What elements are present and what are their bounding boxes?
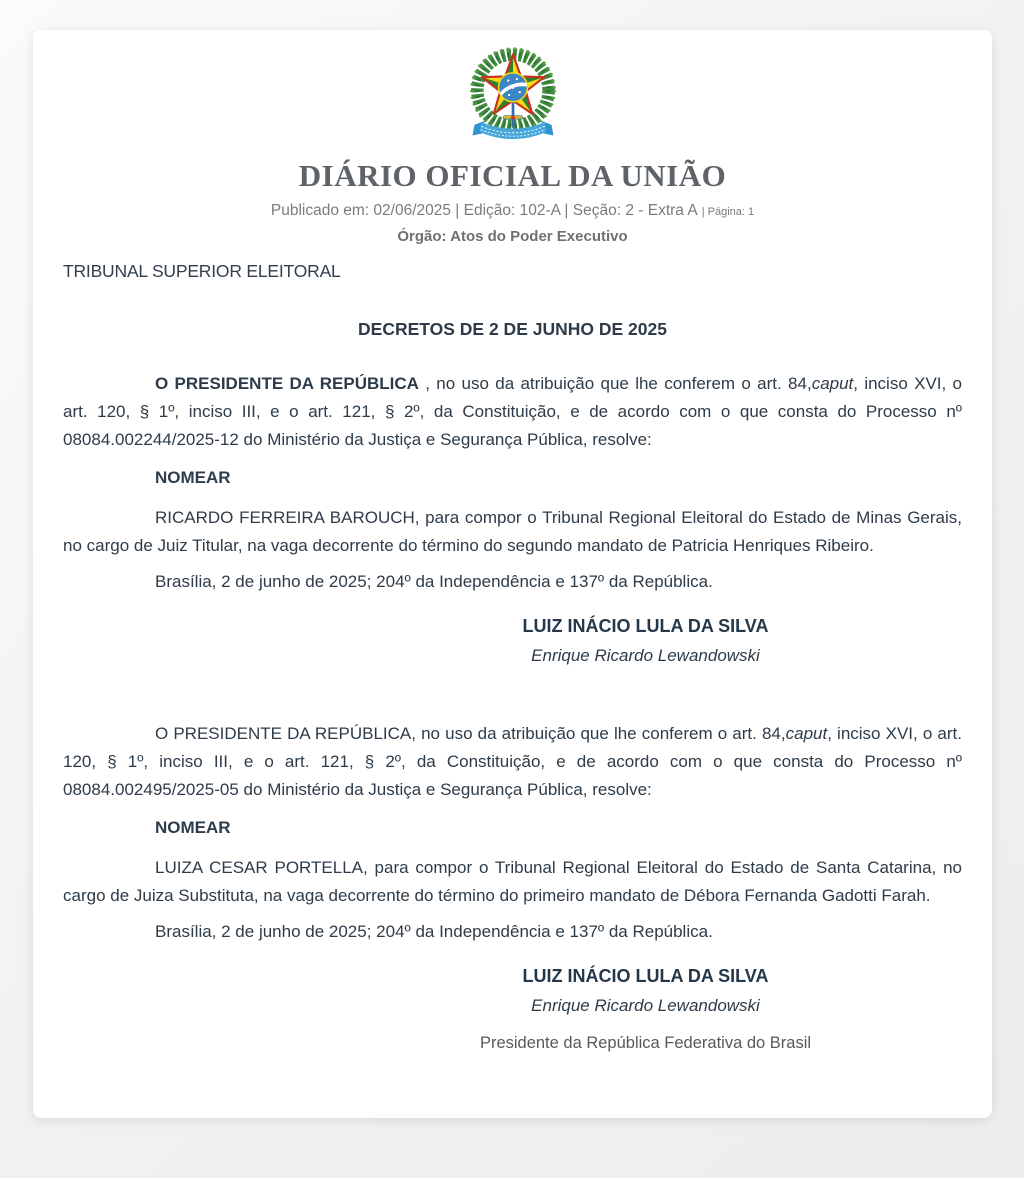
publication-info — [63, 201, 962, 222]
decree-1-signature-block — [329, 614, 962, 668]
decree-1-pre-caput: , no uso da atribuição que lhe conferem o art. 84, — [418, 374, 812, 393]
decree-1-lead: O PRESIDENTE DA REPÚBLICA — [155, 374, 419, 393]
decree-1-action: NOMEAR — [155, 468, 231, 487]
decree-2-signature-block — [329, 964, 962, 1018]
masthead — [63, 42, 962, 247]
gazette-article — [63, 260, 962, 1054]
decree-1-post-caput: , inciso XVI, o art. 120, § 1º, inciso III, e o art. 121, § 2º, da Constituição, e de acordo com o que consta do Processo nº 08084.002244/2025-12 do Ministério da Justiça e Segurança Pública, resolve: — [63, 374, 963, 449]
document-card — [33, 30, 992, 1118]
decree-1-preamble — [63, 370, 962, 454]
footer-signer-role: Presidente da República Federativa do Brasil — [479, 1034, 812, 1052]
masthead-title: DIÁRIO OFICIAL DA UNIÃO — [298, 158, 727, 193]
decree-1-caput: caput — [811, 374, 854, 393]
decree-2-cosigner: Enrique Ricardo Lewandowski — [531, 996, 760, 1015]
decree-2-caput: caput — [785, 724, 828, 743]
decree-2-pre-caput: , no uso da atribuição que lhe conferem o art. 84, — [411, 724, 786, 743]
decree-2-lead: O PRESIDENTE DA REPÚBLICA — [155, 724, 412, 743]
brazil-coat-of-arms-icon — [454, 42, 572, 148]
decree-1 — [63, 370, 962, 668]
decree-headline: DECRETOS DE 2 DE JUNHO DE 2025 — [358, 319, 667, 339]
decree-2-signer: LUIZ INÁCIO LULA DA SILVA — [522, 966, 769, 986]
decree-2-appointment: LUIZA CESAR PORTELLA, para compor o Tribunal Regional Eleitoral do Estado de Santa Catarina, no cargo de Juiza Substituta, na vaga decorrente do término do primeiro mandato de Débora Fernanda Gadotti Farah. — [63, 858, 962, 905]
decree-1-cosigner: Enrique Ricardo Lewandowski — [531, 646, 760, 665]
decree-2 — [63, 720, 962, 1018]
decree-2-action: NOMEAR — [155, 818, 231, 837]
agency-name: TRIBUNAL SUPERIOR ELEITORAL — [63, 261, 341, 281]
decree-2-preamble — [63, 720, 962, 804]
decree-1-appointment: RICARDO FERREIRA BAROUCH, para compor o Tribunal Regional Eleitoral do Estado de Minas Gerais, no cargo de Juiz Titular, na vaga decorrente do término do segundo mandato de Patricia Henriques Ribeiro. — [63, 508, 962, 555]
decree-2-dateline: Brasília, 2 de junho de 2025; 204º da Independência e 137º da República. — [155, 922, 713, 941]
page-indicator: | Página: 1 — [701, 206, 755, 218]
decree-1-signer: LUIZ INÁCIO LULA DA SILVA — [522, 616, 769, 636]
decree-1-dateline: Brasília, 2 de junho de 2025; 204º da Independência e 137º da República. — [155, 572, 713, 591]
publication-info-main: Publicado em: 02/06/2025 | Edição: 102-A | Seção: 2 - Extra A — [270, 202, 698, 219]
decree-2-post-caput: , inciso XVI, o art. 120, § 1º, inciso III, e o art. 121, § 2º, da Constituição, e de acordo com o que consta do Processo nº 08084.002495/2025-05 do Ministério da Justiça e Segurança Pública, resolve: — [63, 724, 962, 799]
organ-label: Órgão: Atos do Poder Executivo — [397, 228, 628, 245]
